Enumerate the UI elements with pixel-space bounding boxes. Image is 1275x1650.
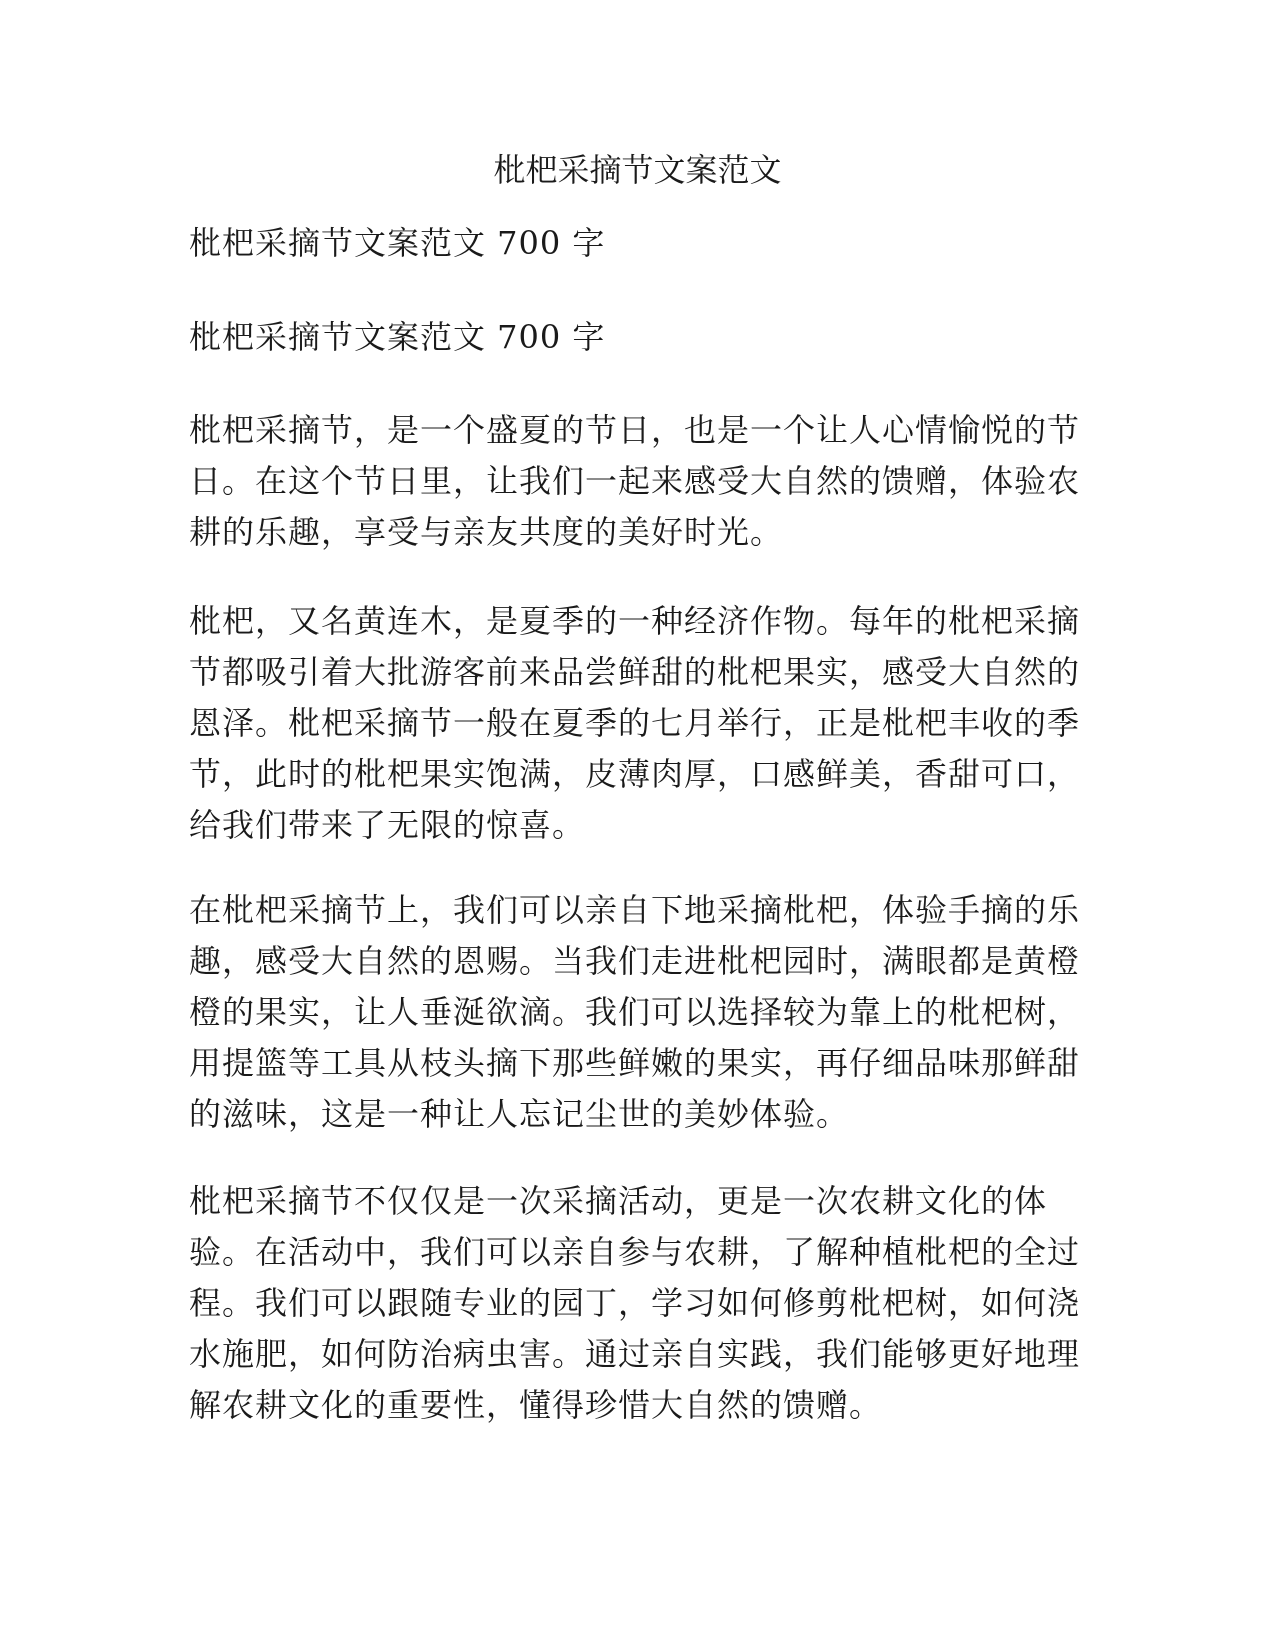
document-title: 枇杷采摘节文案范文 xyxy=(493,151,782,189)
paragraph-intro: 枇杷采摘节，是一个盛夏的节日，也是一个让人心情愉悦的节日。在这个节日里，让我们一起来感受大自然的馈赠，体验农耕的乐趣，享受与亲友共度的美好时光。 xyxy=(189,411,1081,551)
subtitle-line-2: 枇杷采摘节文案范文 700 字 xyxy=(189,318,606,356)
paragraph-loquat-description: 枇杷，又名黄连木，是夏季的一种经济作物。每年的枇杷采摘节都吸引着大批游客前来品尝鲜甜的枇杷果实，感受大自然的恩泽。枇杷采摘节一般在夏季的七月举行，正是枇杷丰收的季节，此时的枇杷果实饱满，皮薄肉厚，口感鲜美，香甜可口，给我们带来了无限的惊喜。 xyxy=(189,602,1081,844)
paragraph-farming-culture: 枇杷采摘节不仅仅是一次采摘活动，更是一次农耕文化的体验。在活动中，我们可以亲自参与农耕，了解种植枇杷的全过程。我们可以跟随专业的园丁，学习如何修剪枇杷树，如何浇水施肥，如何防治病虫害。通过亲自实践，我们能够更好地理解农耕文化的重要性，懂得珍惜大自然的馈赠。 xyxy=(189,1182,1081,1424)
paragraph-picking-experience: 在枇杷采摘节上，我们可以亲自下地采摘枇杷，体验手摘的乐趣，感受大自然的恩赐。当我们走进枇杷园时，满眼都是黄橙橙的果实，让人垂涎欲滴。我们可以选择较为靠上的枇杷树，用提篮等工具从枝头摘下那些鲜嫩的果实，再仔细品味那鲜甜的滋味，这是一种让人忘记尘世的美妙体验。 xyxy=(189,891,1081,1133)
subtitle-line-1: 枇杷采摘节文案范文 700 字 xyxy=(189,224,606,262)
